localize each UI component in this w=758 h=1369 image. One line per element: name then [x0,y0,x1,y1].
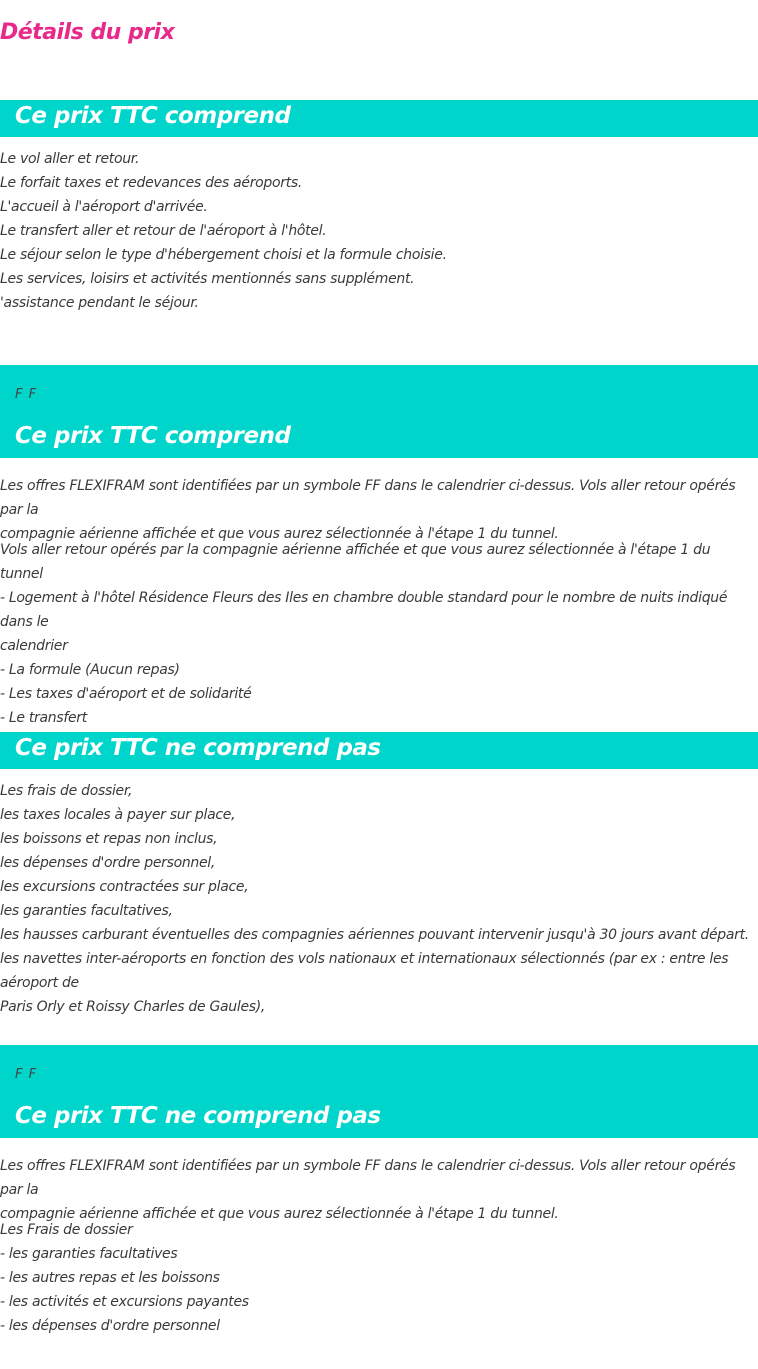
list-item: Vols aller retour opérés par la compagnie aérienne affichée et que vous aurez sélectionnée à l'étape 1 du tunnel [0,542,711,582]
list-item: 'assistance pendant le séjour. [0,295,199,311]
included-list [0,147,752,315]
list-item: Paris Orly et Roissy Charles de Gaules), [0,999,266,1015]
section-heading: Ce prix TTC comprend [15,103,291,129]
flexifram-intro [0,474,752,546]
ff-label: F F [15,1067,38,1082]
section-header-excluded [0,732,758,769]
section-heading: Ce prix TTC ne comprend pas [15,1103,381,1129]
list-item: les dépenses d'ordre personnel, [0,855,216,871]
intro-line: compagnie aérienne affichée et que vous aurez sélectionnée à l'étape 1 du tunnel. [0,1206,559,1222]
flexifram-excluded-list [0,1218,752,1338]
list-item: les garanties facultatives, [0,903,173,919]
list-item: Les Frais de dossier [0,1222,133,1238]
list-item: - les autres repas et les boissons [0,1270,220,1286]
intro-line: compagnie aérienne affichée et que vous aurez sélectionnée à l'étape 1 du tunnel. [0,526,559,542]
section-header-included [0,100,758,137]
list-item: les hausses carburant éventuelles des compagnies aériennes pouvant intervenir jusqu'à 30 jours avant départ. [0,927,749,943]
list-item: Le transfert aller et retour de l'aéroport à l'hôtel. [0,223,327,239]
list-item: - Les taxes d'aéroport et de solidarité [0,686,252,702]
list-item: les excursions contractées sur place, [0,879,249,895]
list-item: Le vol aller et retour. [0,151,140,167]
list-item: les taxes locales à payer sur place, [0,807,236,823]
section-heading: Ce prix TTC comprend [15,423,291,449]
ff-label: F F [15,387,38,402]
list-item: les navettes inter-aéroports en fonction des vols nationaux et internationaux sélectionnés (par ex : entre les aéroport de [0,951,729,991]
list-item: L'accueil à l'aéroport d'arrivée. [0,199,208,215]
list-item: les boissons et repas non inclus, [0,831,218,847]
list-item: Les frais de dossier, [0,783,133,799]
list-item: - les garanties facultatives [0,1246,178,1262]
list-item: - les dépenses d'ordre personnel [0,1318,220,1334]
section-heading: Ce prix TTC ne comprend pas [15,735,381,761]
section-header-flexifram-excluded [0,1045,758,1138]
list-item: Le séjour selon le type d'hébergement choisi et la formule choisie. [0,247,447,263]
flexifram-included-list [0,538,752,730]
list-item: calendrier [0,638,68,654]
list-item: - Le transfert [0,710,87,726]
list-item: - Logement à l'hôtel Résidence Fleurs des Iles en chambre double standard pour le nombre de nuits indiqué dans le [0,590,728,630]
intro-line: Les offres FLEXIFRAM sont identifiées par un symbole FF dans le calendrier ci-dessus. Vols aller retour opérés par la [0,1158,736,1198]
excluded-list [0,779,752,1019]
list-item: Les services, loisirs et activités mentionnés sans supplément. [0,271,415,287]
list-item: - les activités et excursions payantes [0,1294,249,1310]
flexifram-intro [0,1154,752,1226]
list-item: Le forfait taxes et redevances des aéroports. [0,175,303,191]
list-item: - La formule (Aucun repas) [0,662,180,678]
section-header-flexifram-included [0,365,758,458]
intro-line: Les offres FLEXIFRAM sont identifiées par un symbole FF dans le calendrier ci-dessus. Vols aller retour opérés par la [0,478,736,518]
page-title: Détails du prix [0,20,175,45]
